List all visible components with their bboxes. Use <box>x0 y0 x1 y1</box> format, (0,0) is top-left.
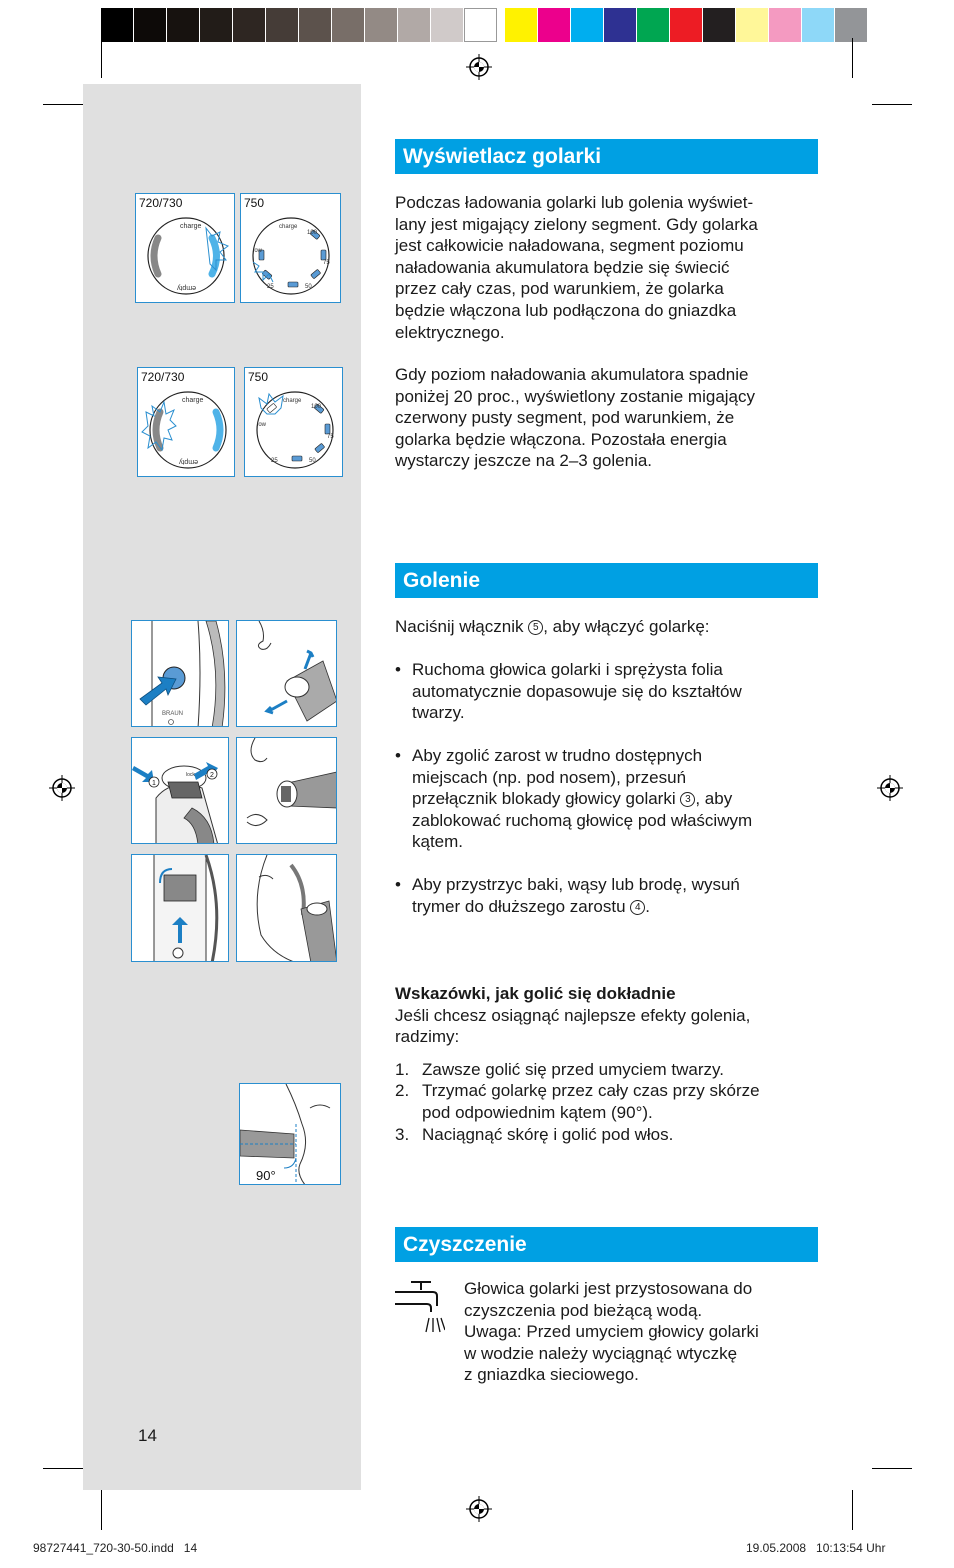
bullet-item <box>395 874 825 918</box>
color-swatch <box>233 8 266 42</box>
crop-mark <box>872 1468 912 1469</box>
intro-text: Naciśnij włącznik <box>395 617 524 636</box>
dial-low-label: low <box>253 248 263 254</box>
text-line: twarzy. <box>412 703 465 723</box>
crop-mark <box>43 1468 83 1469</box>
shaver-switch-illustration <box>132 621 229 727</box>
text-line: Gdy poziom naładowania akumulatora spadnie <box>395 365 749 384</box>
color-swatch <box>637 8 670 42</box>
text-line: lany jest migający zielony segment. Gdy golarka <box>395 214 758 234</box>
color-swatch <box>703 8 736 42</box>
registration-mark-icon <box>466 54 492 80</box>
color-swatch <box>769 8 802 42</box>
text-line: miejscach (np. pod nosem), przesuń <box>412 767 687 787</box>
color-swatch <box>101 8 134 42</box>
cleaning-text <box>464 1278 824 1386</box>
bullet-dot: • <box>395 746 401 765</box>
step-number: 2 <box>210 772 214 779</box>
footer-file-name: 98727441_720-30-50.indd 14 <box>33 1541 198 1555</box>
crop-mark <box>43 104 83 105</box>
braun-logo: BRAUN <box>162 711 184 717</box>
text-line: Uwaga: Przed umyciem głowicy golarki <box>464 1322 759 1342</box>
text-line: Głowica golarki jest przystosowana do <box>464 1279 753 1298</box>
battery-dial-illustration <box>138 368 235 477</box>
text-line: będzie włączona lub podłączona do gniazdka <box>395 300 737 320</box>
color-swatch <box>365 8 398 42</box>
figure-trimmer-extend <box>131 854 229 962</box>
text-line: w wodzie należy wyciągnąć wtyczkę <box>464 1343 738 1363</box>
text-line: jest całkowicie naładowana, segment poziomu <box>395 236 744 256</box>
dial-charge-label: charge <box>180 223 202 230</box>
tip-number: 2. <box>395 1081 410 1100</box>
dial-empty-label: empty <box>176 284 196 291</box>
figure-trimming-sideburns <box>236 854 337 962</box>
tip-item <box>395 1080 825 1124</box>
page-number: 14 <box>138 1426 157 1445</box>
lock-label: lock <box>186 772 195 778</box>
bullet-item <box>395 745 825 855</box>
intro-text: , aby włączyć golarkę: <box>543 617 710 636</box>
figure-750-charging <box>240 193 341 303</box>
text-line: radzimy: <box>395 1027 460 1047</box>
color-swatch <box>670 8 703 42</box>
dial-low-label: low <box>257 422 267 428</box>
figure-shaving-under-nose <box>236 737 337 844</box>
crop-mark <box>872 104 912 105</box>
dial-25-label: 25 <box>267 284 274 290</box>
text-line: trymer do dłuższego zarostu <box>412 896 626 916</box>
color-swatch <box>464 8 497 42</box>
trimmer-ref-badge: 4 <box>630 900 645 915</box>
figure-720-730-charging <box>135 193 235 303</box>
figure-label: 750 <box>248 370 269 384</box>
tip-item <box>395 1059 825 1081</box>
footer-timestamp: 19.05.2008 10:13:54 Uhr <box>746 1541 886 1555</box>
text-line: Aby zgolić zarost w trudno dostępnych <box>412 746 703 765</box>
switch-ref-badge: 5 <box>528 620 543 635</box>
color-swatch <box>431 8 464 42</box>
figure-lock-switch <box>131 737 229 844</box>
battery-dial-illustration <box>241 194 341 303</box>
shaving-angle-illustration <box>240 1084 341 1185</box>
tip-item <box>395 1124 825 1146</box>
trimming-face-illustration <box>237 855 337 962</box>
dial-charge-label: charge <box>182 397 204 404</box>
text-line: Trzymać golarkę przez cały czas przy skórze <box>422 1081 760 1100</box>
text-line: naładowania akumulatora będzie się świecić <box>395 257 730 277</box>
section-heading-shaving: Golenie <box>395 563 818 598</box>
dial-100-label: 100 <box>311 404 322 410</box>
figure-shaving-angle <box>239 1083 341 1185</box>
text-line: golarka będzie włączona. Pozostała energia <box>395 429 727 449</box>
text-line: Jeśli chcesz osiągnąć najlepsze efekty golenia, <box>395 1005 751 1025</box>
section-heading-display: Wyświetlacz golarki <box>395 139 818 174</box>
text-line: wystarczy jeszcze na 2–3 golenia. <box>395 451 653 471</box>
crop-mark <box>852 38 853 78</box>
text-line: automatycznie dopasowuje się do kształtów <box>412 681 742 701</box>
figure-shaving-chin <box>236 620 337 727</box>
lock-switch-illustration <box>132 738 229 844</box>
crop-mark <box>101 38 102 78</box>
battery-dial-illustration <box>136 194 235 303</box>
shaving-nose-illustration <box>237 738 337 844</box>
swatch-gap <box>497 8 505 42</box>
text-line: Aby przystrzyc baki, wąsy lub brodę, wysuń <box>412 875 740 894</box>
dial-75-label: 75 <box>323 260 330 266</box>
bullet-dot: • <box>395 875 401 894</box>
figure-label: 720/730 <box>141 370 185 384</box>
registration-mark-icon <box>877 775 903 801</box>
tip-number: 3. <box>395 1125 410 1144</box>
dial-50-label: 50 <box>305 284 312 290</box>
tip-number: 1. <box>395 1060 410 1079</box>
text-line: Zawsze golić się przed umyciem twarzy. <box>422 1060 724 1079</box>
crop-mark <box>852 1490 853 1530</box>
figure-750-low <box>244 367 343 477</box>
color-calibration-bar <box>101 8 868 42</box>
color-swatch <box>332 8 365 42</box>
registration-mark-icon <box>466 1496 492 1522</box>
section-heading-cleaning: Czyszczenie <box>395 1227 818 1262</box>
tips-title: Wskazówki, jak golić się dokładnie <box>395 984 676 1003</box>
figure-label: 720/730 <box>139 196 183 210</box>
color-swatch <box>835 8 868 42</box>
shaving-intro <box>395 616 825 638</box>
trimmer-illustration <box>132 855 229 962</box>
battery-dial-illustration <box>245 368 343 477</box>
crop-mark <box>101 1490 102 1530</box>
text-line: , aby <box>695 789 733 809</box>
text-line: zablokować ruchomą głowicę pod właściwym <box>412 810 753 830</box>
text-line: Naciągnąć skórę i golić pod włos. <box>422 1125 674 1144</box>
color-swatch <box>266 8 299 42</box>
color-swatch <box>200 8 233 42</box>
water-tap-icon <box>393 1280 445 1336</box>
text-line: poniżej 20 proc., wyświetlony zostanie migający <box>395 386 756 406</box>
color-swatch <box>604 8 637 42</box>
dial-charge-label: charge <box>279 224 298 230</box>
color-swatch <box>802 8 835 42</box>
color-swatch <box>299 8 332 42</box>
color-swatch <box>736 8 769 42</box>
text-line: pod odpowiednim kątem (90°). <box>422 1102 653 1122</box>
lock-ref-badge: 3 <box>680 792 695 807</box>
text-line: przez cały czas, pod warunkiem, że golarka <box>395 279 724 299</box>
dial-charge-label: charge <box>283 398 302 404</box>
tips-block <box>395 983 825 1048</box>
dial-100-label: 100 <box>307 230 318 236</box>
dial-empty-label: empty <box>178 458 198 465</box>
registration-mark-icon <box>49 775 75 801</box>
text-line: czerwony pusty segment, pod warunkiem, że <box>395 408 735 428</box>
bullet-item <box>395 659 825 725</box>
color-swatch <box>538 8 571 42</box>
text-line: Podczas ładowania golarki lub golenia wyświet- <box>395 193 754 212</box>
display-paragraph-1 <box>395 192 825 343</box>
angle-label: 90° <box>256 1168 276 1183</box>
color-swatch <box>505 8 538 42</box>
figure-720-730-low <box>137 367 235 477</box>
dial-25-label: 25 <box>271 458 278 464</box>
step-number: 1 <box>152 780 156 787</box>
text-line: kątem. <box>412 832 464 852</box>
display-paragraph-2 <box>395 364 825 472</box>
bullet-dot: • <box>395 660 401 679</box>
color-swatch <box>398 8 431 42</box>
dial-50-label: 50 <box>309 458 316 464</box>
text-line: przełącznik blokady głowicy golarki <box>412 789 676 809</box>
color-swatch <box>134 8 167 42</box>
text-line: z gniazdka sieciowego. <box>464 1365 639 1385</box>
text-line: Ruchoma głowica golarki i sprężysta folia <box>412 660 723 679</box>
color-swatch <box>571 8 604 42</box>
text-line: elektrycznego. <box>395 322 505 342</box>
shaving-chin-illustration <box>237 621 337 727</box>
figure-label: 750 <box>244 196 265 210</box>
color-swatch <box>167 8 200 42</box>
dial-75-label: 75 <box>327 434 334 440</box>
text-line: czyszczenia pod bieżącą wodą. <box>464 1300 703 1320</box>
text-line: . <box>645 896 651 916</box>
figure-switch-on <box>131 620 229 727</box>
